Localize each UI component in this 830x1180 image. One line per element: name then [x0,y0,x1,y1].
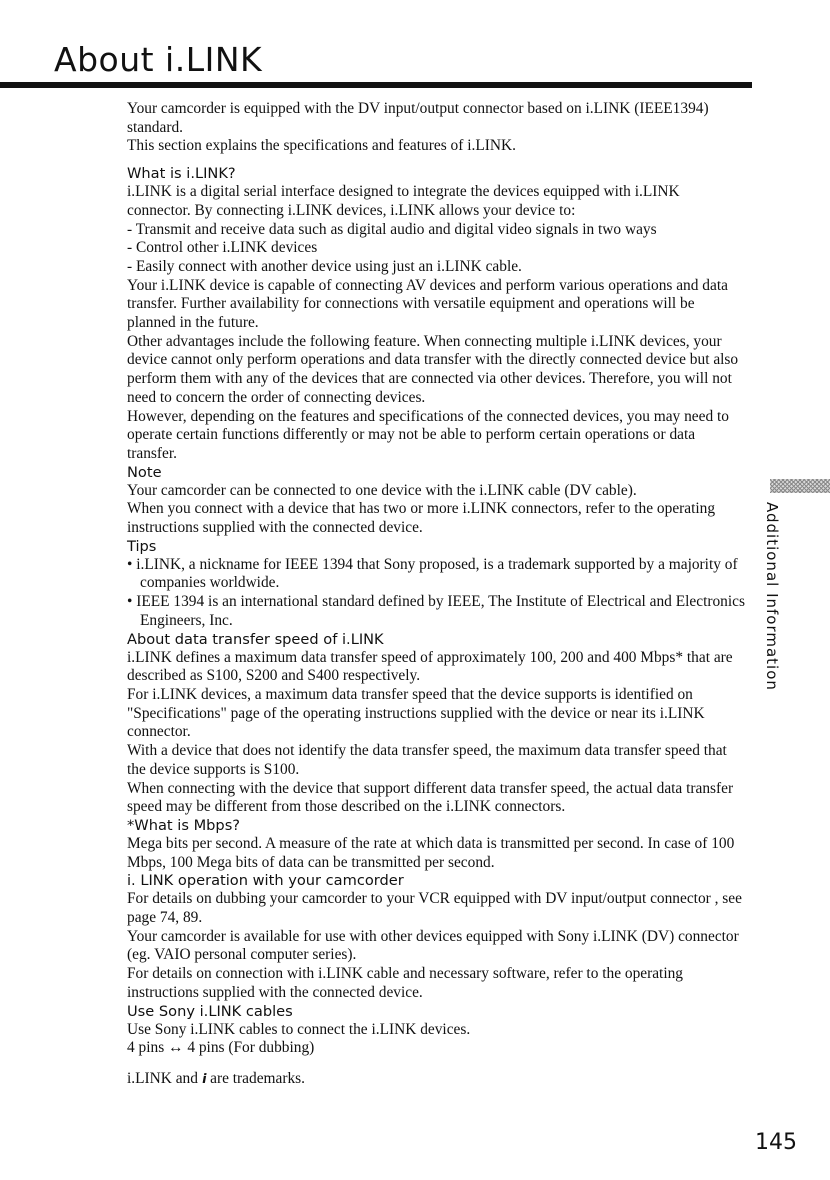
side-tab-marker [770,479,830,493]
paragraph: Your camcorder can be connected to one device with the i.LINK cable (DV cable). [127,481,637,499]
intro-paragraph: This section explains the specifications and features of i.LINK. [127,137,516,155]
trademark-suffix: are trademarks. [210,1069,305,1087]
paragraph: i.LINK is a digital serial interface designed to integrate the devices equipped with i.LINK connector. By connecting i.LINK devices, i.LINK allows your device to: [127,183,680,219]
double-arrow-icon: ↔ [168,1039,184,1057]
paragraph: Your i.LINK device is capable of connecting AV devices and perform various operations and data transfer. Further availability for connections with versatile equipment and operations will be planned in the future. [127,276,728,332]
pins-right: 4 pins (For dubbing) [187,1039,315,1057]
list-item: - Transmit and receive data such as digital audio and digital video signals in two ways [127,220,657,238]
side-tab-label: Additional Information [763,502,781,691]
ilink-logo-icon: i [200,1071,208,1087]
paragraph: Mega bits per second. A measure of the rate at which data is transmitted per second. In case of 100 Mbps, 100 Mega bits of data can be transmitted per second. [127,834,735,871]
list-item: - Control other i.LINK devices [127,239,318,257]
paragraph: i.LINK defines a maximum data transfer speed of approximately 100, 200 and 400 Mbps* that are described as S100, S200 and S400 respectively. [127,648,733,685]
section-heading-what-is: What is i.LINK? [127,165,236,183]
title-rule [0,82,752,88]
paragraph: Your camcorder is available for use with other devices equipped with Sony i.LINK (DV) connector (eg. VAIO personal computer series). [127,927,739,964]
paragraph: For details on connection with i.LINK cable and necessary software, refer to the operating instructions supplied with the connected device. [127,965,684,1001]
bullet-item: • i.LINK, a nickname for IEEE 1394 that Sony proposed, is a trademark supported by a majority of companies worldwide. [127,555,738,592]
paragraph: When you connect with a device that has two or more i.LINK connectors, refer to the operating instructions supplied with the connected device. [127,500,716,537]
page-number: 145 [755,1130,797,1155]
list-item: - Easily connect with another device using just an i.LINK cable. [127,257,522,275]
section-heading-cables: Use Sony i.LINK cables [127,1002,293,1020]
section-heading-transfer-speed: About data transfer speed of i.LINK [127,630,384,648]
paragraph: Use Sony i.LINK cables to connect the i.LINK devices. [127,1020,471,1038]
bullet-item: • IEEE 1394 is an international standard defined by IEEE, The Institute of Electrical and Electronics Engineers, Inc. [127,593,745,629]
intro-paragraph: Your camcorder is equipped with the DV input/output connector based on i.LINK (IEEE1394) standard. [127,100,709,136]
section-heading-note: Note [127,463,162,481]
section-heading-operation: i. LINK operation with your camcorder [127,872,404,890]
section-heading-tips: Tips [127,537,157,555]
paragraph: When connecting with the device that support different data transfer speed, the actual data transfer speed may be different from those described on the i.LINK connectors. [127,779,734,816]
pins-left: 4 pins [127,1039,165,1057]
paragraph: Other advantages include the following feature. When connecting multiple i.LINK devices, your device cannot only perform operations and data transfer with the directly connected device but also perform them with any of the devices that are connected via other devices. Therefore, you will not need to concern the order of connecting devices. [127,332,739,406]
page-title: About i.LINK [54,40,263,79]
paragraph: However, depending on the features and specifications of the connected devices, you may need to operate certain functions differently or may not be able to perform certain operations or data transfer. [127,407,729,462]
trademark-prefix: i.LINK and [127,1069,198,1087]
trademark-line [127,1070,745,1090]
section-heading-mbps: *What is Mbps? [127,816,241,834]
paragraph: For i.LINK devices, a maximum data transfer speed that the device supports is identified on "Specifications" page of the operating instructions supplied with the device or near its i.LINK connector. [127,685,705,741]
paragraph: For details on dubbing your camcorder to your VCR equipped with DV input/output connector , see page 74, 89. [127,890,742,927]
paragraph: With a device that does not identify the data transfer speed, the maximum data transfer speed that the device supports is S100. [127,742,727,778]
pins-line [127,1039,745,1058]
body-content [127,100,745,1090]
